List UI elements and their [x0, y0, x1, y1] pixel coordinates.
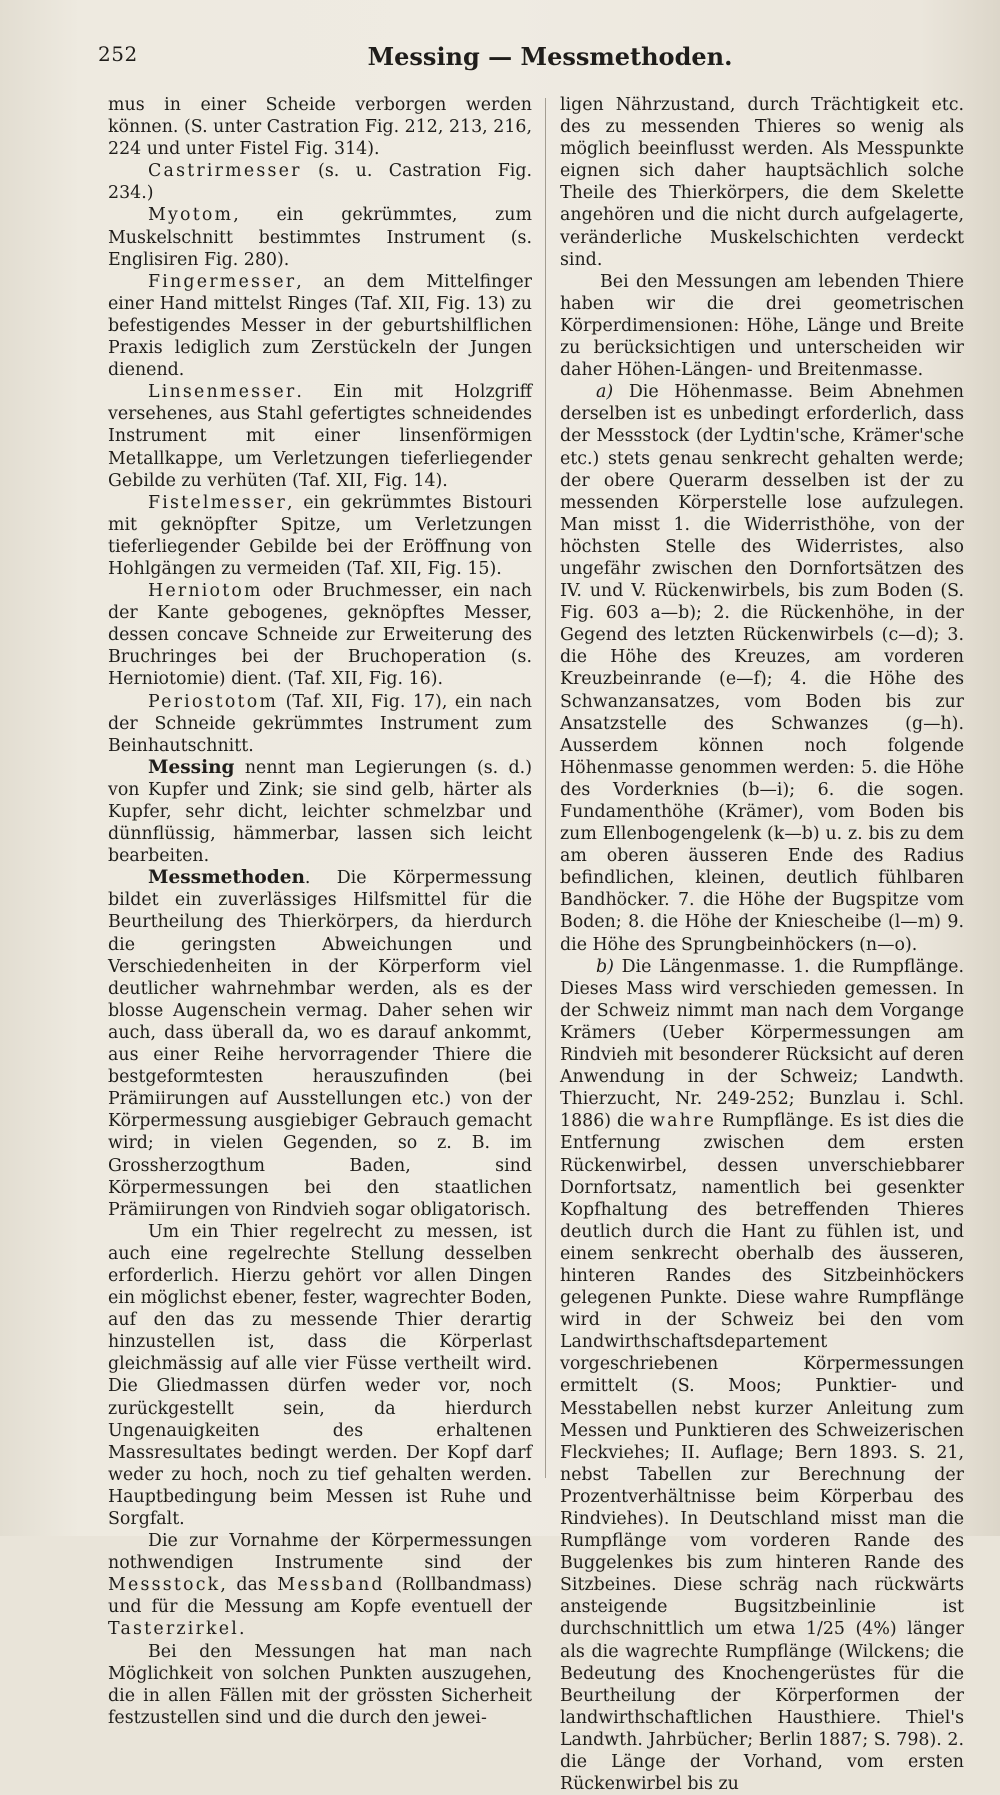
term-tasterzirkel: Tasterzirkel: [108, 1619, 239, 1640]
section-label: a): [596, 382, 614, 403]
entry-text: (s. u. Castration Fig. 234.): [108, 161, 532, 204]
entry-text: . Ein mit Holzgriff versehenes, aus Stahl gefertigtes schneidendes Instrument mit einer linsenförmigen Metallkappe, um Verletzungen tieferliegender Gebilde zu verhüten (Taf. XII, Fig. 14).: [108, 382, 532, 491]
text-run: (Rollbandmass) und für die Messung am Kopfe eventuell der: [108, 1575, 532, 1618]
paragraph: mus in einer Scheide verborgen werden können. (S. unter Castration Fig. 212, 213, 216, 224 und unter Fistel Fig. 314).: [108, 95, 532, 160]
entry-myotom: [108, 204, 532, 270]
entry-term: Fingermesser: [148, 271, 297, 292]
headword-messmethoden: Messmethoden: [148, 867, 305, 889]
entry-term: Periostotom: [148, 691, 279, 712]
entry-text: , an dem Mittelfinger einer Hand mittelst Ringes (Taf. XII, Fig. 13) zu befestigendes Messer in der geburtshilflichen Praxis lediglich zum Zerstückeln der Jungen dienend.: [108, 271, 532, 381]
left-column: [108, 94, 532, 1729]
headword-messing: Messing: [148, 756, 235, 778]
section-label: b): [596, 956, 614, 977]
entry-messing: [108, 757, 532, 867]
running-title: Messing — Messmethoden.: [367, 42, 733, 71]
entry-text: oder Bruchmesser, ein nach der Kante gebogenes, geknöpftes Messer, dessen concave Schneide zur Erweiterung des Bruchringes bei der Bruchoperation (s. Herniotomie) dient. (Taf. XII, Fig. 16).: [108, 581, 532, 690]
paragraph: Bei den Messungen am lebenden Thiere haben wir die drei geometrischen Körperdimensionen: Höhe, Länge und Breite zu berücksichtigen und unterscheiden wir daher Höhen-Längen- und Breitenmasse.: [560, 271, 964, 381]
right-column: [560, 94, 964, 1795]
paragraph: ligen Nährzustand, durch Trächtigkeit etc. des zu messenden Thieres so wenig als möglich beeinflusst werden. Als Messpunkte eignen sich daher hauptsächlich solche Theile des Thierkörpers, die dem Skelette angehören und die nicht durch aufgelagerte, veränderliche Muskelschichten verdeckt sind.: [560, 95, 964, 270]
paragraph-instruments: [108, 1530, 532, 1640]
entry-term: Myotom: [148, 205, 234, 226]
term-messstock: Messstock: [108, 1575, 221, 1596]
paragraph: Bei den Messungen hat man nach Möglichkeit von solchen Punkten auszugehen, die in allen Fällen mit der grössten Sicherheit festzustellen sind und die durch den jewei-: [108, 1641, 532, 1728]
section-hoehenmasse: [560, 381, 964, 955]
entry-term: Herniotom: [148, 581, 263, 602]
text-run: , das: [220, 1575, 278, 1596]
entry-messmethoden: [108, 867, 532, 1221]
section-text: Rumpflänge. Es ist dies die Entfernung zwischen dem ersten Rückenwirbel, dessen unverschiebbarer Dornfortsatz, namentlich bei gesenkter Kopfhaltung des betreffenden Thieres deutlich durch die Hant zu fühlen ist, und einem senkrecht oberhalb des äusseren, hinteren Randes des Sitzbeinhöckers gelegenen Punkte. Diese wahre Rumpflänge wird in der Schweiz bei den vom Landwirthschaftsdepartement vorgeschriebenen Körpermessungen ermittelt (S. Moos; Punktier- und Messtabellen nebst kurzer Anleitung zum Messen und Punktieren des Schweizerischen Fleckviehes; II. Auflage; Bern 1893. S. 21, nebst Tabellen zur Berechnung der Prozentverhältnisse beim Körperbau des Rindviehes). In Deutschland misst man die Rumpflänge vom vorderen Rande des Buggelenkes bis zum hinteren Rande des Sitzbeines. Diese schräg nach rückwärts ansteigende Bugsitzbeinlinie ist durchschnittlich um etwa 1/25 (4%) länger als die wagrechte Rumpflänge (Wilckens; die Bedeutung des Knochengerüstes für die Beurtheilung der Körperformen der landwirthschaftlichen Hausthiere. Thiel's Landwth. Jahrbücher; Berlin 1887; S. 798). 2. die Länge der Vorhand, vom ersten Rückenwirbel bis zu: [560, 1111, 964, 1795]
entry-fistelmesser: [108, 492, 532, 580]
entry-text: , ein gekrümmtes Bistouri mit geknöpfter Spitze, um Verletzungen tieferliegender Gebilde bei der Eröffnung von Hohlgängen zu vermeiden (Taf. XII, Fig. 15).: [108, 492, 532, 579]
entry-text: (Taf. XII, Fig. 17), ein nach der Schneide gekrümmtes Instrument zum Beinhautschnitt.: [108, 691, 532, 756]
entry-linsenmesser: [108, 381, 532, 491]
section-text: Die Höhenmasse. Beim Abnehmen derselben ist es unbedingt erforderlich, dass der Messstock (der Lydtin'sche, Krämer'sche etc.) stets genau senkrecht gehalten werde; der obere Querarm desselben ist der zu messenden Körperstelle lose aufzulegen. Man misst 1. die Widerristhöhe, von der höchsten Stelle des Widerristes, also ungefähr zwischen den Dornfortsätzen des IV. und V. Rückenwirbels, bis zum Boden (S. Fig. 603 a—b); 2. die Rückenhöhe, in der Gegend des letzten Rückenwirbels (c—d); 3. die Höhe des Kreuzes, am vorderen Kreuzbeinrande (e—f); 4. die Höhe des Schwanzansatzes, vom Boden bis zur Ansatzstelle des Schwanzes (g—h). Ausserdem können noch folgende Höhenmasse genommen werden: 5. die Höhe des Vorderknies (b—i); 6. die sogen. Fundamenthöhe (Krämer), vom Boden bis zum Ellenbogengelenk (k—b) u. z. bis zu dem am oberen äusseren Ende des Radius befindlichen, kleinen, deutlich fühlbaren Bandhöcker. 7. die Höhe der Bugspitze vom Boden; 8. die Höhe der Kniescheibe (l—m) 9. die Höhe des Sprungbeinhöckers (n—o).: [560, 382, 964, 955]
term-messband: Messband: [277, 1575, 385, 1596]
entry-periostotom: [108, 691, 532, 757]
entry-castrirmesser: [108, 160, 532, 204]
entry-text: nennt man Legierungen (s. d.) von Kupfer und Zink; sie sind gelb, härter als Kupfer, sehr dicht, leichter schmelzbar und dünnflüssig, hämmerbar, lassen sich leicht bearbeiten.: [108, 757, 532, 867]
section-laengenmasse: [560, 956, 964, 1795]
text-run: .: [238, 1619, 245, 1640]
paragraph: Um ein Thier regelrecht zu messen, ist auch eine regelrechte Stellung desselben erforderlich. Hierzu gehört vor allen Dingen ein möglichst ebener, fester, wagrechter Boden, auf den das zu messende Thier derartig hinzustellen ist, dass die Körperlast gleichmässig auf alle vier Füsse vertheilt wird. Die Gliedmassen dürfen weder vor, noch zurückgestellt sein, da hierdurch Ungenauigkeiten des erhaltenen Massresultates bedingt werden. Der Kopf darf weder zu hoch, noch zu tief gehalten werden. Hauptbedingung beim Messen ist Ruhe und Sorgfalt.: [108, 1221, 532, 1529]
entry-fingermesser: [108, 271, 532, 381]
entry-text: . Die Körpermessung bildet ein zuverlässiges Hilfsmittel für die Beurtheilung des Thierkörpers, da hierdurch die geringsten Abweichungen und Verschiedenheiten in der Körperform viel deutlicher wahrnehmbar werden, als es der blosse Augenschein vermag. Daher sehen wir auch, dass überall da, wo es darauf ankommt, aus einer Reihe hervorragender Thiere die bestgeformtesten herauszufinden (bei Prämiirungen auf Ausstellungen etc.) von der Körpermessung ausgiebiger Gebrauch gemacht wird; in vielen Gegenden, so z. B. im Grossherzogthum Baden, sind Körpermessungen bei den staatlichen Prämiirungen von Rindvieh sogar obligatorisch.: [108, 868, 532, 1220]
text-run: Die zur Vornahme der Körpermessungen nothwendigen Instrumente sind der: [108, 1531, 532, 1574]
entry-herniotom: [108, 580, 532, 690]
entry-term: Castrirmesser: [148, 161, 302, 182]
entry-text: , ein gekrümmtes, zum Muskelschnitt bestimmtes Instrument (s. Englisiren Fig. 280).: [108, 205, 532, 270]
term-wahre: wahre: [650, 1111, 717, 1132]
column-divider: [545, 98, 546, 1478]
page-number: 252: [98, 42, 138, 66]
entry-term: Fistelmesser: [148, 492, 288, 513]
entry-term: Linsenmesser: [148, 382, 297, 403]
section-text: Die Längenmasse. 1. die Rumpflänge. Dieses Mass wird verschieden gemessen. In der Schweiz nimmt man nach dem Vorgange Krämers (Ueber Körpermessungen am Rindvieh mit besonderer Rücksicht auf deren Anwendung in der Schweiz; Landwth. Thierzucht, Nr. 249-252; Bunzlau i. Schl. 1886) die: [560, 956, 964, 1132]
